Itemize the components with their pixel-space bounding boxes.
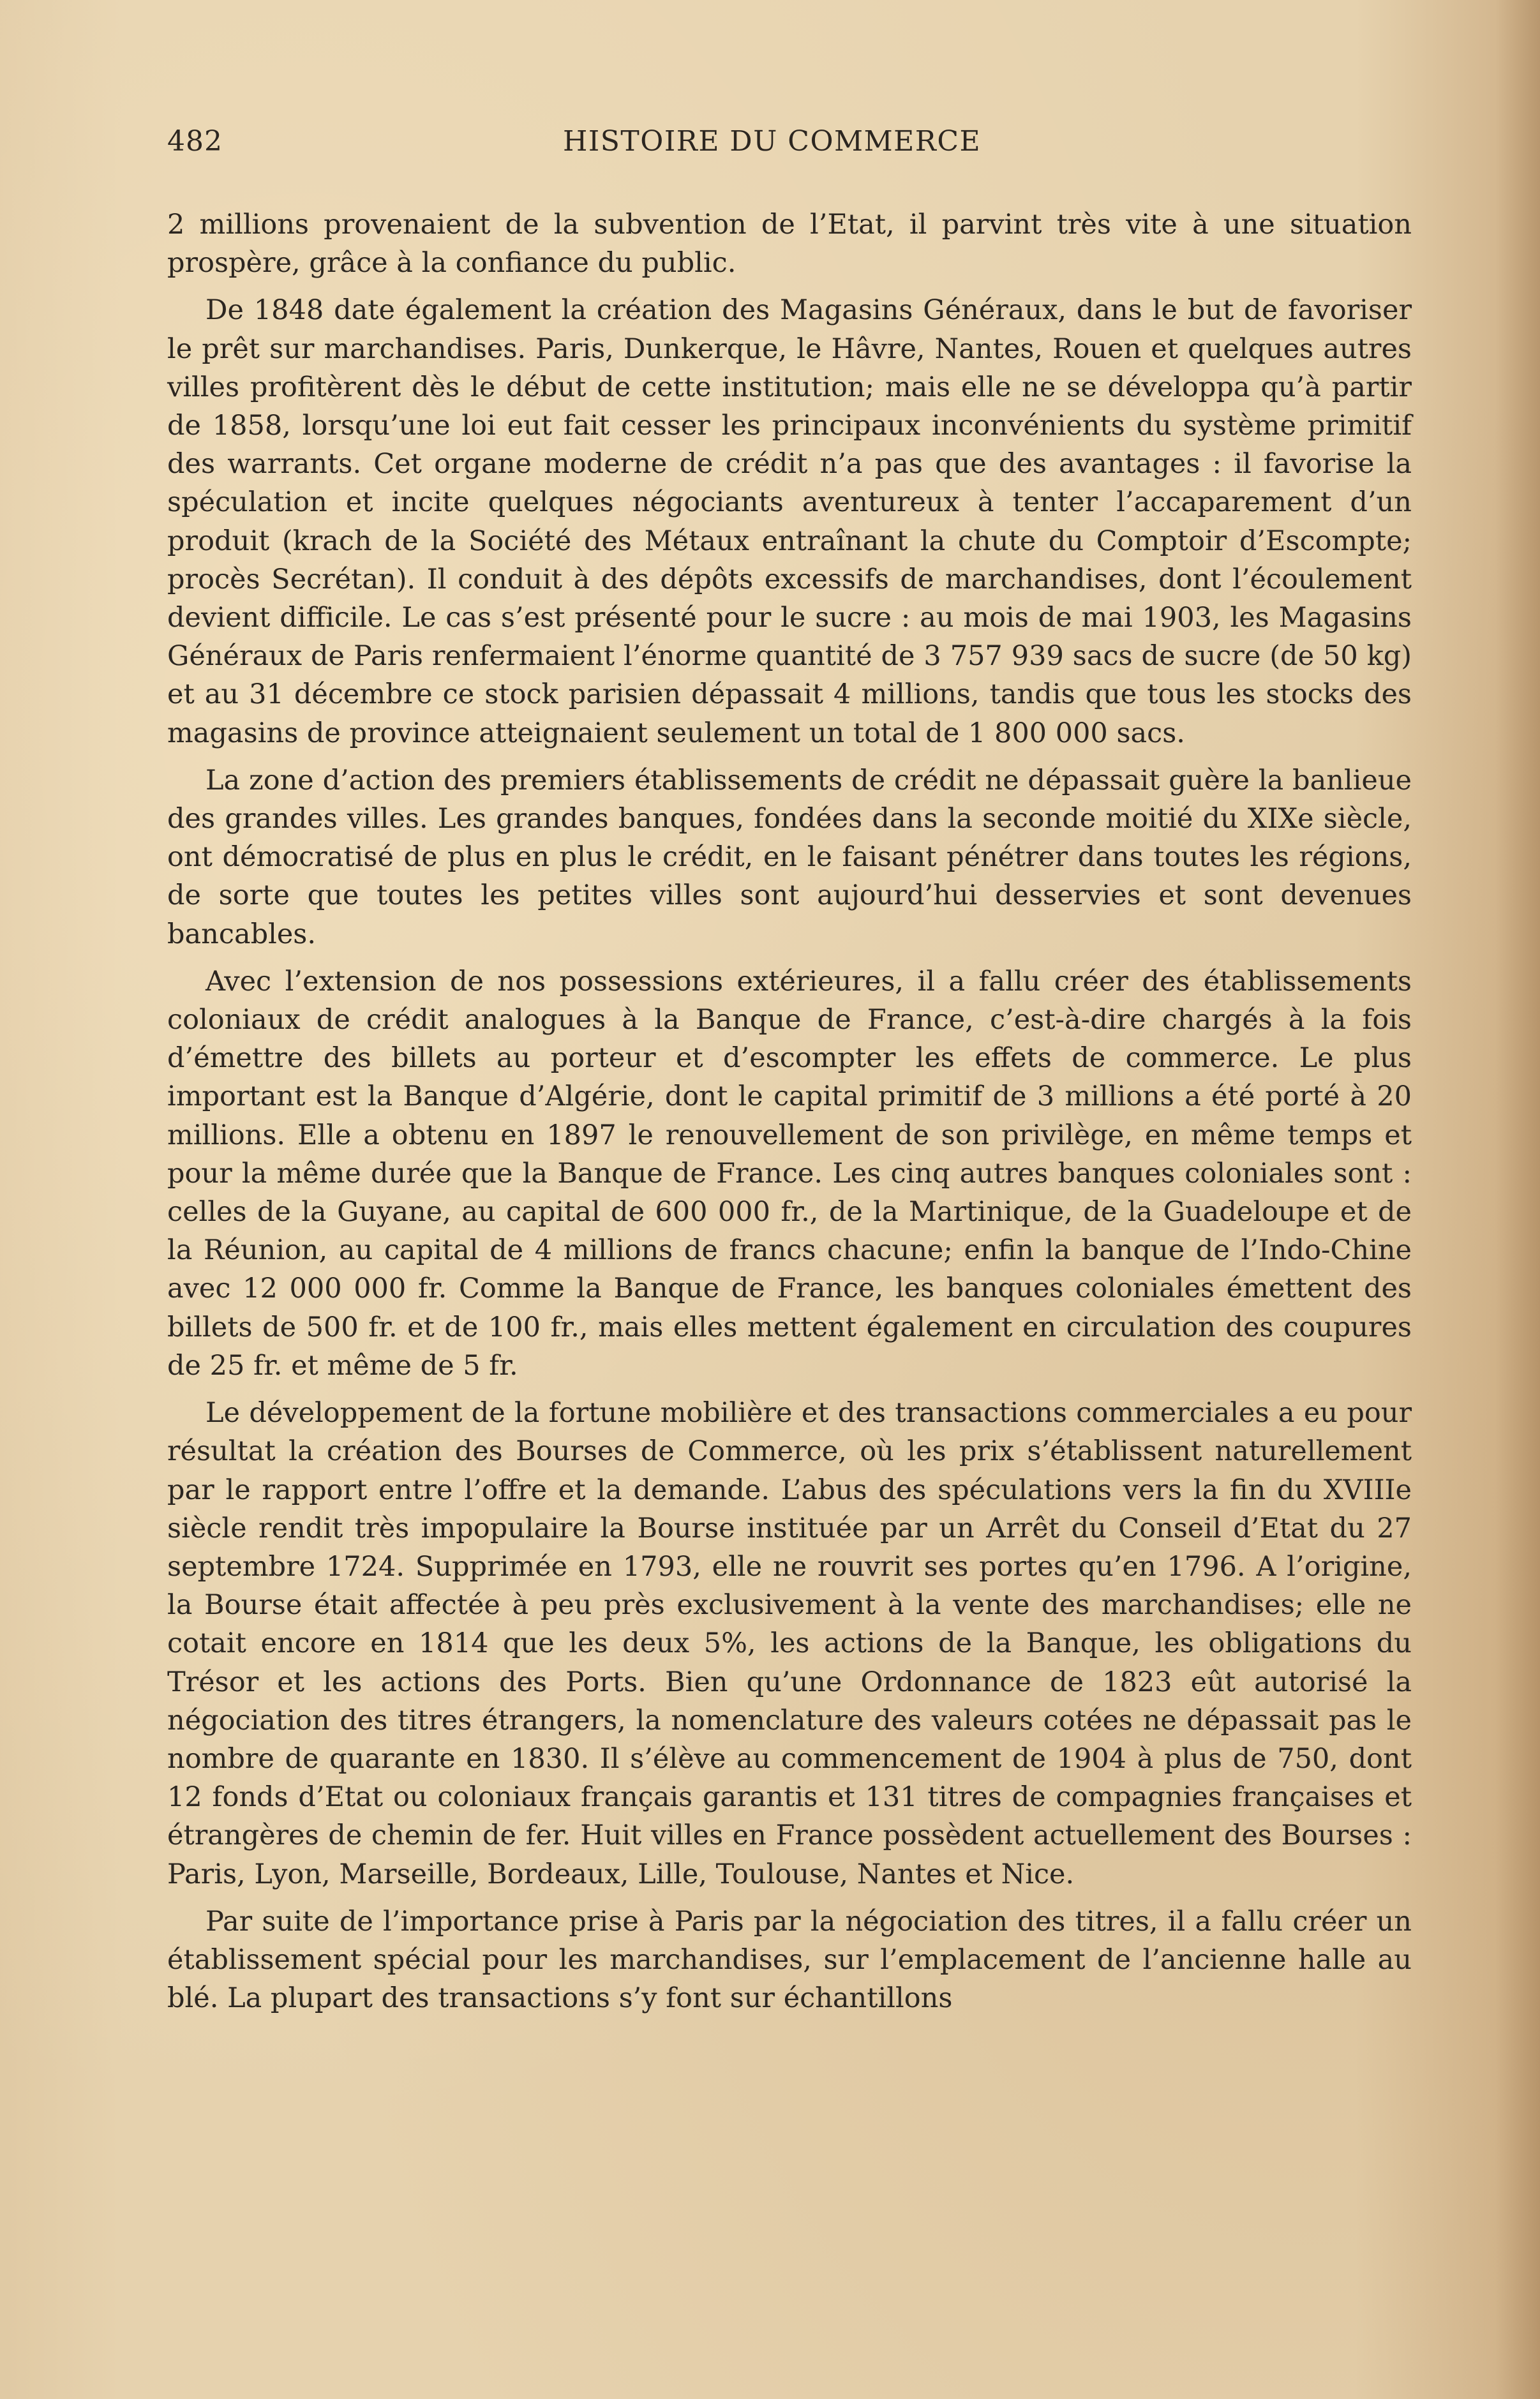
page-number: 482 (167, 125, 223, 158)
running-head (167, 125, 1412, 170)
paragraph: Par suite de l’importance prise à Paris par la négociation des titres, il a fallu créer un établissement spécial pour les marchandises, sur l’emplacement de l’ancienne halle au blé. La plupart des transactions s’y font sur échantillons (167, 1905, 1412, 2015)
paragraph: Le développement de la fortune mobilière et des transactions commerciales a eu pour résultat la création des Bourses de Commerce, où les prix s’établissent naturellement par le rapport entre l’offre et la demande. L’abus des spéculations vers la fin du XVIIIe siècle rendit très impopulaire la Bourse instituée par un Arrêt du Conseil d’Etat du 27 septembre 1724. Supprimée en 1793, elle ne rouvrit ses portes qu’en 1796. A l’origine, la Bourse était affectée à peu près exclusivement à la vente des marchandises; elle ne cotait encore en 1814 que les deux 5%, les actions de la Banque, les obligations du Trésor et les actions des Ports. Bien qu’une Ordonnance de 1823 eût autorisé la négociation des titres étrangers, la nomenclature des valeurs cotées ne dépassait pas le nombre de quarante en 1830. Il s’élève au commencement de 1904 à plus de 750, dont 12 fonds d’Etat ou coloniaux français garantis et 131 titres de compagnies françaises et étrangères de chemin de fer. Huit villes en France possèdent actuellement des Bourses : Paris, Lyon, Marseille, Bordeaux, Lille, Toulouse, Nantes et Nice. (167, 1397, 1412, 1890)
page-edge-shadow (1495, 0, 1540, 2399)
paragraph: La zone d’action des premiers établissements de crédit ne dépassait guère la banlieue des grandes villes. Les grandes banques, fondées dans la seconde moitié du XIXe siècle, ont démocratisé de plus en plus le crédit, en le faisant pénétrer dans toutes les régions, de sorte que toutes les petites villes sont aujourd’hui desservies et sont devenues bancables. (167, 764, 1412, 950)
running-title: HISTOIRE DU COMMERCE (563, 125, 982, 158)
paragraph: Avec l’extension de nos possessions extérieures, il a fallu créer des établissements coloniaux de crédit analogues à la Banque de France, c’est-à-dire chargés à la fois d’émettre des billets au porteur et d’escompter les effets de commerce. Le plus important est la Banque d’Algérie, dont le capital primitif de 3 millions a été porté à 20 millions. Elle a obtenu en 1897 le renouvellement de son privilège, en même temps et pour la même durée que la Banque de France. Les cinq autres banques coloniales sont : celles de la Guyane, au capital de 600 000 fr., de la Martinique, de la Guadeloupe et de la Réunion, au capital de 4 millions de francs chacune; enfin la banque de l’Indo-Chine avec 12 000 000 fr. Comme la Banque de France, les banques coloniales émettent des billets de 500 fr. et de 100 fr., mais elles mettent également en circulation des coupures de 25 fr. et même de 5 fr. (167, 965, 1412, 1382)
paragraph: De 1848 date également la création des Magasins Généraux, dans le but de favoriser le prêt sur marchandises. Paris, Dunkerque, le Hâvre, Nantes, Rouen et quelques autres villes profitèrent dès le début de cette institution; mais elle ne se développa qu’à partir de 1858, lorsqu’une loi eut fait cesser les principaux inconvénients du système primitif des warrants. Cet organe moderne de crédit n’a pas que des avantages : il favorise la spéculation et incite quelques négociants aventureux à tenter l’accaparement d’un produit (krach de la Société des Métaux entraînant la chute du Comptoir d’Escompte; procès Secrétan). Il conduit à des dépôts excessifs de marchandises, dont l’écoulement devient difficile. Le cas s’est présenté pour le sucre : au mois de mai 1903, les Magasins Généraux de Paris renfermaient l’énorme quantité de 3 757 939 sacs de sucre (de 50 kg) et au 31 décembre ce stock parisien dépassait 4 millions, tandis que tous les stocks des magasins de province atteignaient seulement un total de 1 800 000 sacs. (167, 294, 1412, 749)
body-text (167, 206, 1412, 2026)
paragraph: 2 millions provenaient de la subvention de l’Etat, il parvint très vite à une situation prospère, grâce à la confiance du public. (167, 209, 1412, 280)
